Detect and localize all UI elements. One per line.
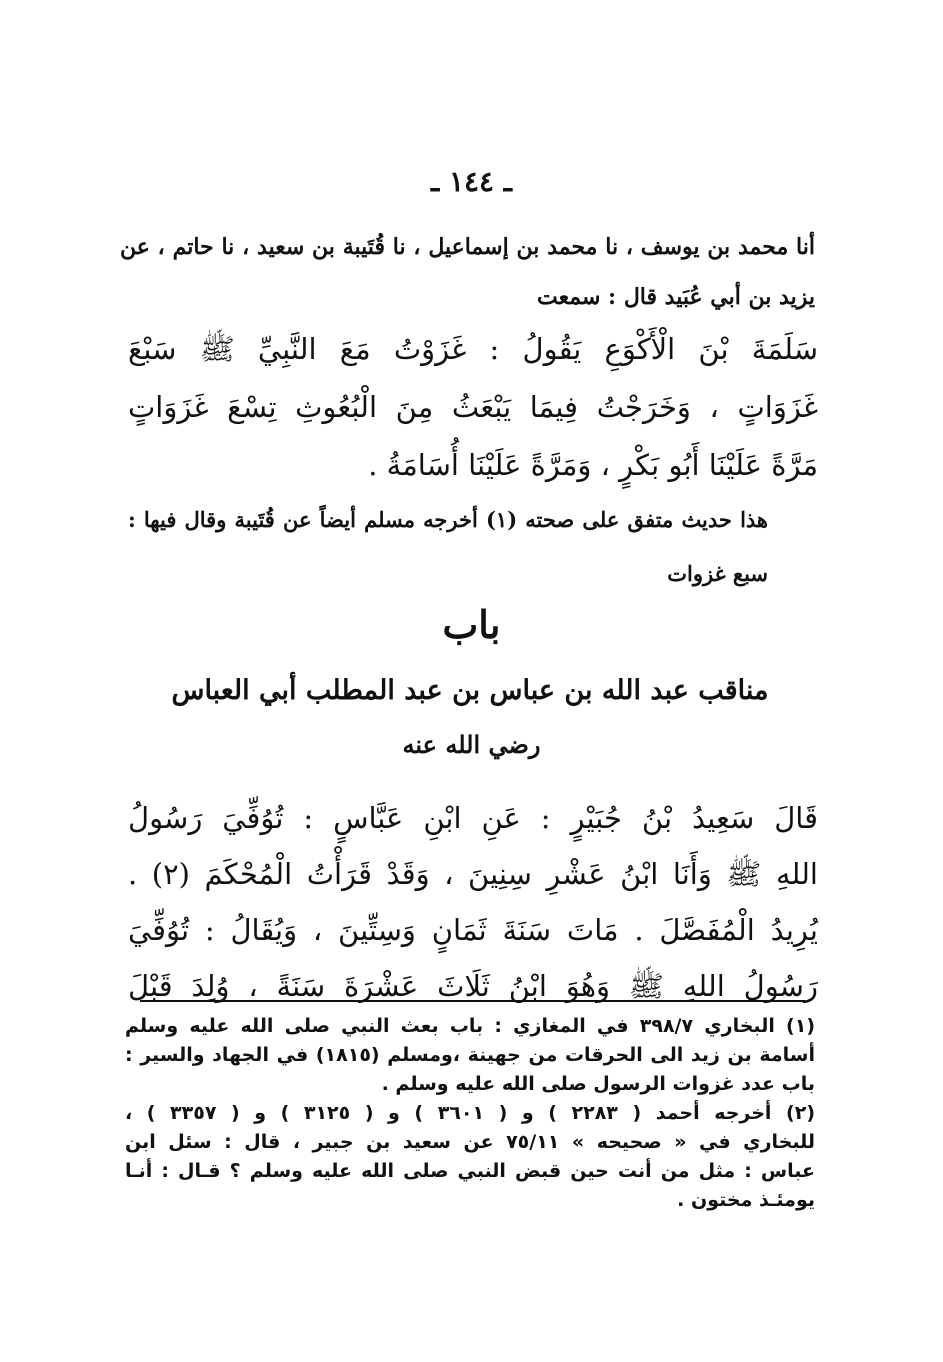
hadith-line: قَالَ سَعِيدُ بْنُ جُبَيْرٍ : عَنِ ابْنِ عَبَّاسٍ : تُوُفِّيَ رَسُولُ (128, 801, 818, 835)
footnote-line: (١) البخاري ٣٩٨/٧ في المغازي : باب بعث النبي صلى الله عليه وسلم (125, 1015, 815, 1037)
hadith-line: غَزَوَاتٍ ، وَخَرَجْتُ فِيمَا يَبْعَثُ مِنَ الْبُعُوثِ تِسْعَ غَزَوَاتٍ (128, 390, 818, 424)
footnote-line: للبخاري في « صحيحه » ٧٥/١١ عن سعيد بن جبير ، قال : سئل ابن (125, 1131, 816, 1153)
honorific: رضي الله عنه (402, 730, 541, 759)
footnote-line: يومئـذ مختون . (677, 1189, 815, 1211)
hadith-text-2 (128, 790, 818, 1014)
footnote-line: باب عدد غزوات الرسول صلى الله عليه وسلم . (381, 1073, 815, 1095)
hadith-line: رَسُولُ اللهِ ﷺ وَهُوَ ابْنُ ثَلَاثَ عَشْرَةَ سَنَةً ، وُلِدَ قَبْلَ (128, 969, 818, 1003)
chapter-heading: باب (442, 602, 501, 647)
footnote-1 (125, 1012, 815, 1099)
hadith-text (128, 320, 818, 494)
authenticity-note: هذا حديث متفق على صحته (١) أخرجه مسلم أيضاً عن قُتَيبة وقال فيها : سبع غزوات (128, 507, 768, 586)
footnote-line: أسامة بن زيد الى الحرقات من جهينة ،ومسلم (١٨١٥) في الجهاد والسير : (125, 1044, 815, 1066)
chapter-title: مناقب عبد الله بن عباس بن عبد المطلب أبي العباس (171, 675, 769, 706)
page-number: ـ ١٤٤ ـ (430, 165, 513, 198)
footnote-line: (٢) أخرجه أحمد ( ٢٢٨٣ ) و ( ٣٦٠١ ) و ( ٣١٢٥ ) و ( ٣٣٥٧ ) ، (125, 1102, 815, 1124)
hadith-line: يُرِيدُ الْمُفَصَّلَ . مَاتَ سَنَةَ ثَمَانٍ وَسِتِّينَ ، وَيُقَالُ : تُوُفِّيَ (128, 913, 818, 947)
hadith-line: سَلَمَةَ بْنَ الْأَكْوَعِ يَقُولُ : غَزَوْتُ مَعَ النَّبِيِّ ﷺ سَبْعَ (128, 332, 818, 366)
footnotes (125, 1012, 815, 1215)
hadith-line: مَرَّةً عَلَيْنَا أَبُو بَكْرٍ ، وَمَرَّةً عَلَيْنَا أُسَامَةُ . (368, 448, 818, 482)
footnote-divider (140, 1000, 805, 1002)
footnote-line: عباس : مثل من أنت حين قبض النبي صلى الله عليه وسلم ؟ قـال : أنـا (125, 1160, 815, 1182)
footnote-2 (125, 1099, 815, 1215)
isnad-intro: أنا محمد بن يوسف ، نا محمد بن إسماعيل ، نا قُتَيبة بن سعيد ، نا حاتم ، عن يزيد بن أبي عُبَيد قال : سمعت (120, 234, 815, 310)
hadith-line: اللهِ ﷺ وَأَنَا ابْنُ عَشْرِ سِنِينَ ، وَقَدْ قَرَأْتُ الْمُحْكَمَ (٢) . (128, 857, 818, 891)
